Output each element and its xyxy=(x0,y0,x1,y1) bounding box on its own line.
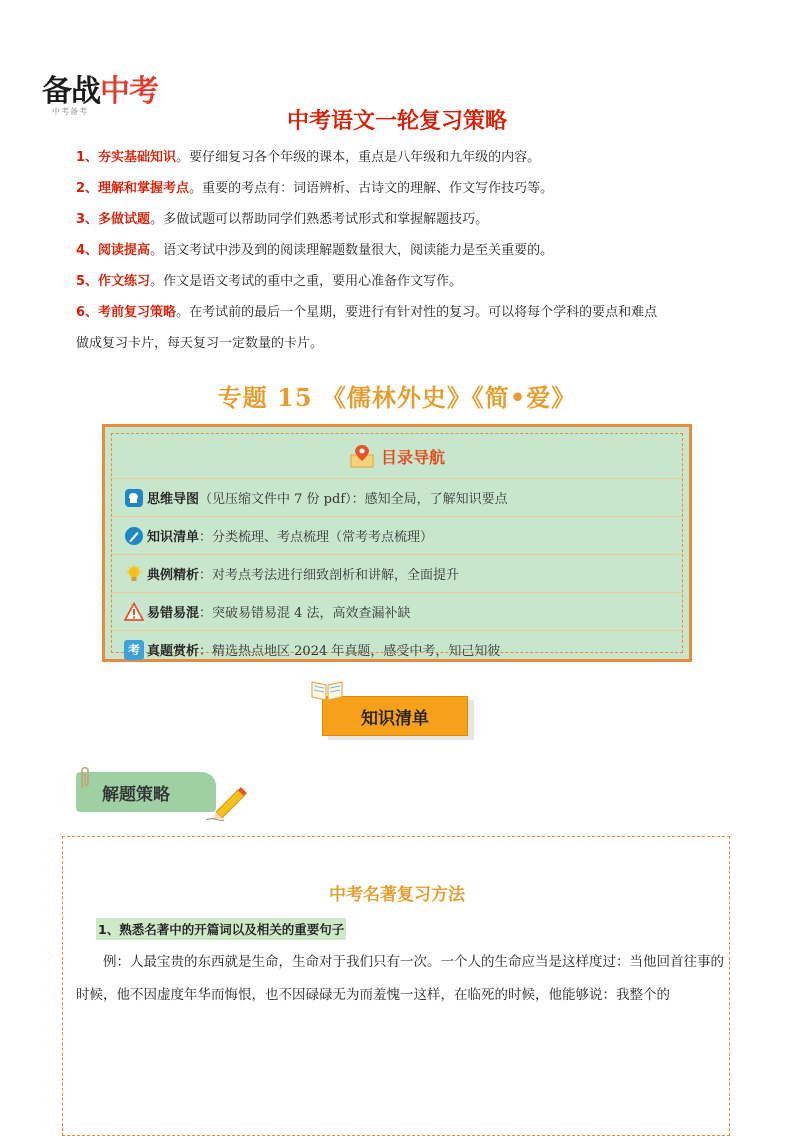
logo-subtext: 中考备考 xyxy=(52,107,88,116)
toc-navigation xyxy=(102,424,692,662)
pencil-icon xyxy=(204,782,250,822)
strategy-item: 6、考前复习策略。在考试前的最后一个星期，要进行有针对性的复习。可以将每个学科的要点和难点 xyxy=(76,305,658,320)
section-title: 中考名著复习方法 xyxy=(329,885,465,905)
book-icon xyxy=(310,676,344,702)
strategy-item: 2、理解和掌握考点。重要的考点有：词语辨析、古诗文的理解、作文写作技巧等。 xyxy=(76,181,554,196)
warning-icon xyxy=(124,602,144,622)
logo-text: 备战中考 xyxy=(42,74,158,109)
exam-icon: 考 xyxy=(124,640,144,660)
toc-row-past-exams[interactable]: 考 真题赏析 ：精选热点地区 2024 年真题，感受中考，知己知彼 xyxy=(112,631,682,668)
toc-row-mindmap[interactable]: 思维导图 （见压缩文件中 7 份 pdf）：感知全局，了解知识要点 xyxy=(112,479,682,517)
toc-row-mistakes[interactable]: 易错易混 ：突破易错易混 4 法，高效查漏补缺 xyxy=(112,593,682,631)
toc-header xyxy=(112,434,682,479)
topic-title: 专题 15 《儒林外史》《简•爱》 xyxy=(217,383,577,412)
example-paragraph: 例：人最宝贵的东西就是生命，生命对于我们只有一次。一个人的生命应当是这样度过：当他回首往事的时候，他不因虚度年华而悔恨，也不因碌碌无为而羞愧一这样，在临死的时候，他能够说：我整个的 xyxy=(76,954,724,1003)
bulb-icon xyxy=(124,564,144,584)
strategy-item: 5、作文练习。作文是语文考试的重中之重，要用心准备作文写作。 xyxy=(76,274,463,289)
toc-title: 目录导航 xyxy=(380,447,445,467)
map-pin-icon xyxy=(349,443,375,469)
knowledge-list-badge: 知识清单 xyxy=(322,692,470,742)
toc-row-knowledge[interactable]: 知识清单 ：分类梳理、考点梳理（常考考点梳理） xyxy=(112,517,682,555)
page-title: 中考语文一轮复习策略 xyxy=(286,109,507,134)
strategy-item: 1、夯实基础知识。要仔细复习各个年级的课本，重点是八年级和九年级的内容。 xyxy=(76,150,541,165)
strategy-item: 4、阅读提高。语文考试中涉及到的阅读理解题数量很大，阅读能力是至关重要的。 xyxy=(76,243,554,258)
strategy-list xyxy=(76,142,736,359)
strategy-item-continued: 做成复习卡片，每天复习一定数量的卡片。 xyxy=(76,336,324,351)
strategy-tab: 解题策略 xyxy=(76,764,246,824)
toc-row-examples[interactable]: 典例精析 ：对考点考法进行细致剖析和讲解，全面提升 xyxy=(112,555,682,593)
strategy-item: 3、多做试题。多做试题可以帮助同学们熟悉考试形式和掌握解题技巧。 xyxy=(76,212,489,227)
highlighted-heading: 1、熟悉名著中的开篇词以及相关的重要句子 xyxy=(96,918,346,940)
head-icon xyxy=(124,488,144,508)
paperclip-icon xyxy=(78,764,92,790)
pen-icon xyxy=(124,526,144,546)
